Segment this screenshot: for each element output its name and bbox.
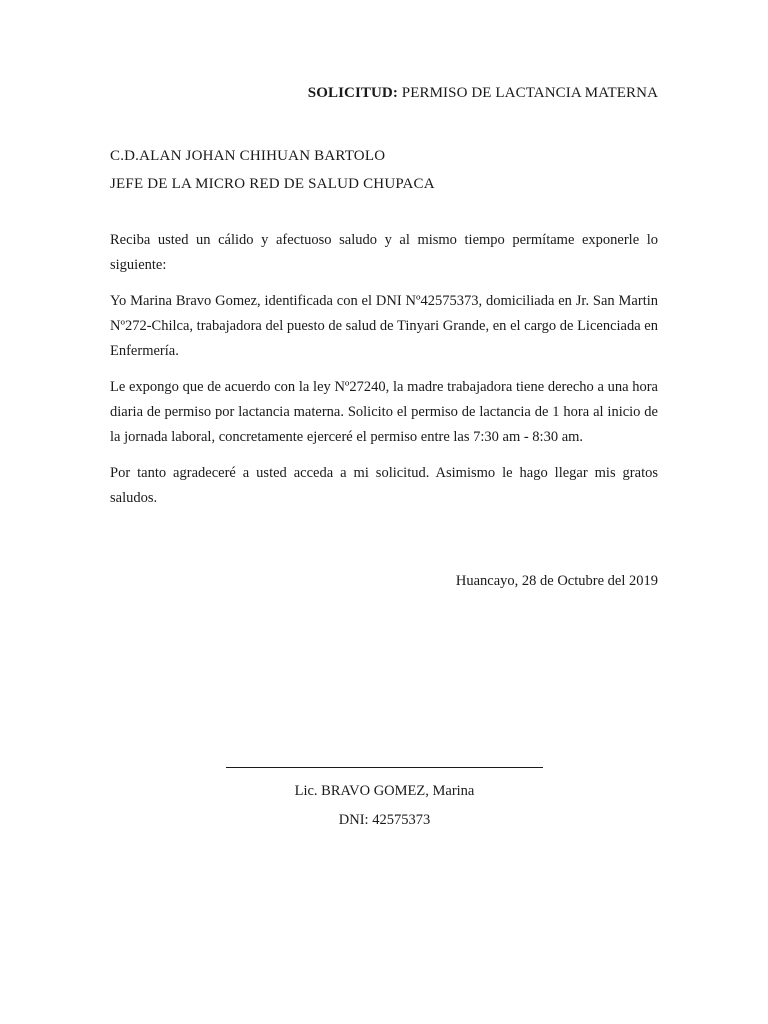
letter-body [110,228,658,522]
paragraph-greeting: Reciba usted un cálido y afectuoso saludo y al mismo tiempo permítame exponerle lo siguiente: [110,232,658,273]
date-line: Huancayo, 28 de Octubre del 2019 [455,573,658,589]
paragraph-identification: Yo Marina Bravo Gomez, identificada con el DNI Nº42575373, domiciliada en Jr. San Martin Nº272-Chilca, trabajadora del puesto de salud de Tinyari Grande, en el cargo de Licenciada en Enfermería. [110,293,658,359]
subject-text: PERMISO DE LACTANCIA MATERNA [397,85,658,101]
recipient-name: C.D.ALAN JOHAN CHIHUAN BARTOLO [110,148,386,164]
recipient-block [110,142,435,198]
subject-line [308,85,658,102]
recipient-position: JEFE DE LA MICRO RED DE SALUD CHUPACA [110,176,435,192]
paragraph-request: Le expongo que de acuerdo con la ley Nº27240, la madre trabajadora tiene derecho a una hora diaria de permiso por lactancia materna. Solicito el permiso de lactancia de 1 hora al inicio de la jornada laboral, concretamente ejerceré el permiso entre las 7:30 am - 8:30 am. [110,379,658,445]
signature-name: Lic. BRAVO GOMEZ, Marina [294,783,475,799]
signature-line [226,767,543,768]
signature-dni: DNI: 42575373 [338,812,431,828]
paragraph-closing: Por tanto agradeceré a usted acceda a mi solicitud. Asimismo le hago llegar mis gratos saludos. [110,465,658,506]
subject-label: SOLICITUD: [307,85,398,101]
